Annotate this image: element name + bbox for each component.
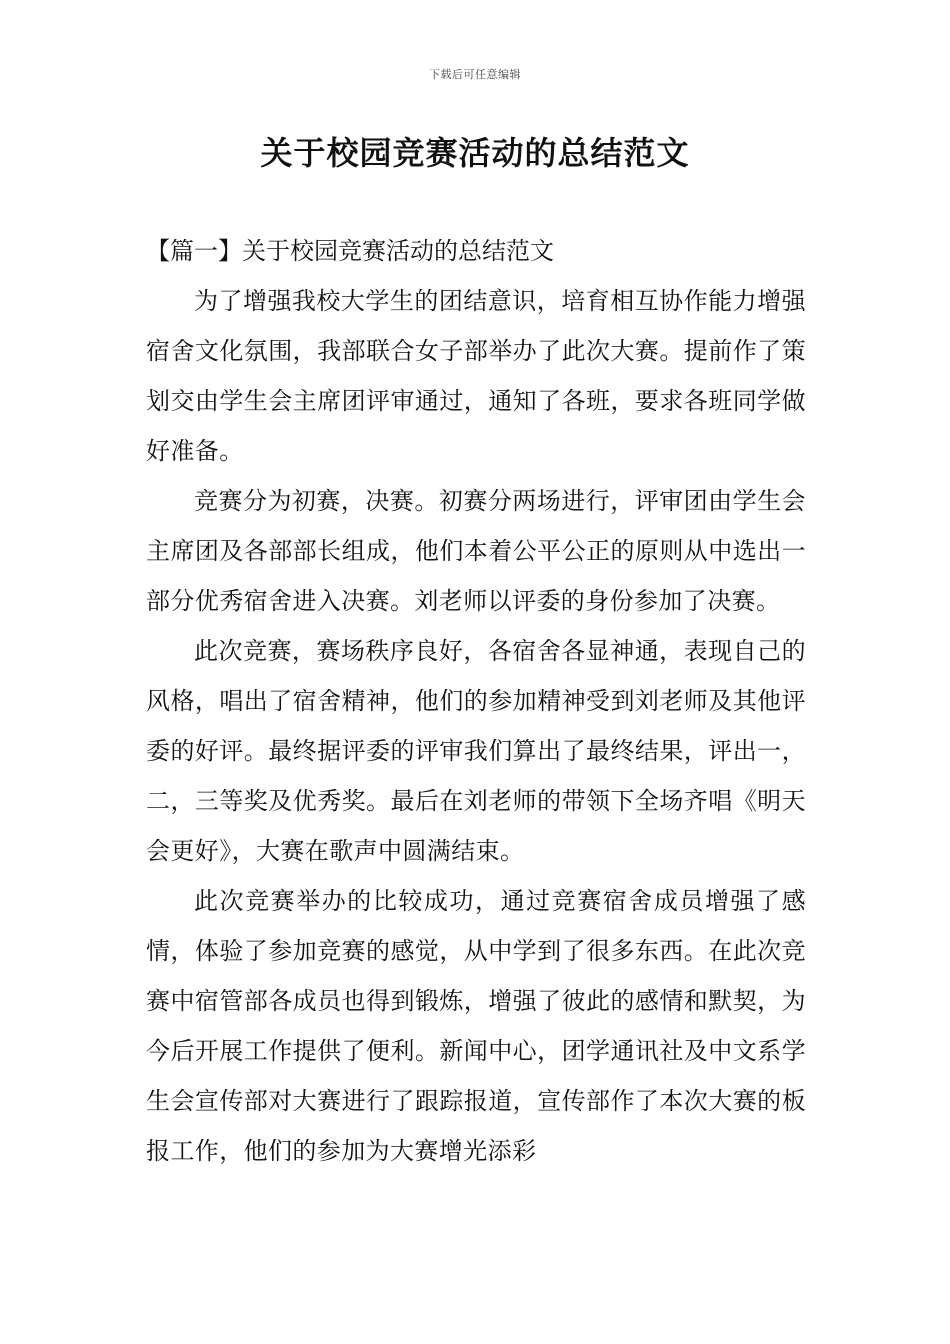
page-title: 关于校园竞赛活动的总结范文 [260, 134, 690, 172]
section-heading: 【篇一】关于校园竞赛活动的总结范文 [146, 237, 554, 265]
paragraph-4: 此次竞赛举办的比较成功，通过竞赛宿舍成员增强了感情，体验了参加竞赛的感觉，从中学到了很多东西。在此次竞赛中宿管部各成员也得到锻炼，增强了彼此的感情和默契，为今后开展工作提供了便利。新闻中心，团学通讯社及中文系学生会宣传部对大赛进行了跟踪报道，宣传部作了本次大赛的板报工作，他们的参加为大赛增光添彩 [146, 887, 806, 1165]
document-body [146, 226, 806, 1176]
header-note: 下载后可任意编辑 [429, 68, 521, 81]
paragraph-3: 此次竞赛，赛场秩序良好，各宿舍各显神通，表现自己的风格，唱出了宿舍精神，他们的参加精神受到刘老师及其他评委的好评。最终据评委的评审我们算出了最终结果，评出一，二，三等奖及优秀奖。最后在刘老师的带领下全场齐唱《明天会更好》，大赛在歌声中圆满结束。 [146, 637, 806, 865]
paragraph-2: 竞赛分为初赛，决赛。初赛分两场进行，评审团由学生会主席团及各部部长组成，他们本着公平公正的原则从中选出一部分优秀宿舍进入决赛。刘老师以评委的身份参加了决赛。 [146, 487, 806, 615]
paragraph-1: 为了增强我校大学生的团结意识，培育相互协作能力增强宿舍文化氛围，我部联合女子部举办了此次大赛。提前作了策划交由学生会主席团评审通过，通知了各班，要求各班同学做好准备。 [146, 287, 806, 465]
